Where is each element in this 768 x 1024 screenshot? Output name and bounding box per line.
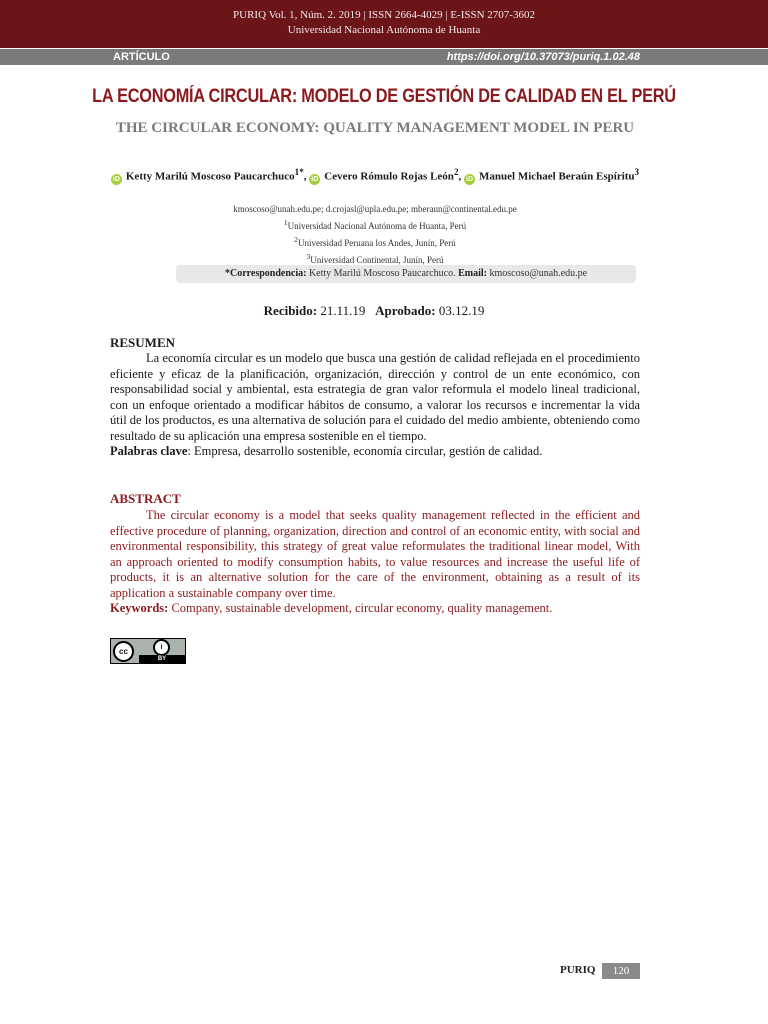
- by-label: BY: [139, 655, 185, 663]
- title-spanish: LA ECONOMÍA CIRCULAR: MODELO DE GESTIÓN DE CALIDAD EN EL PERÚ: [92, 86, 676, 107]
- received-label: Recibido:: [263, 303, 318, 318]
- orcid-icon[interactable]: iD: [311, 175, 319, 183]
- orcid-icon[interactable]: iD: [112, 175, 120, 183]
- abstract-body: [110, 508, 640, 617]
- correspondence-name: Ketty Marilú Moscoso Paucarchuco.: [308, 268, 456, 279]
- author-list: iD Ketty Marilú Moscoso Paucarchuco$^{1*}$, iD Cevero Rómulo Rojas León$^2$, iD Manuel Michael Beraún Espíritu$^3$: [112, 167, 640, 183]
- affiliation-2: $^2$Universidad Peruana los Andes, Junín, Perú: [294, 235, 456, 248]
- author-sup: 3: [634, 167, 640, 177]
- approved-date: 03.12.19: [438, 303, 485, 318]
- received-date: 21.11.19: [320, 303, 366, 318]
- abstract-keywords: Keywords: Company, sustainable development, circular economy, quality management.: [110, 601, 553, 615]
- title-english: THE CIRCULAR ECONOMY: QUALITY MANAGEMENT MODEL IN PERU: [115, 120, 635, 136]
- abstract-heading: ABSTRACT: [110, 491, 181, 506]
- resumen-heading: RESUMEN: [110, 335, 176, 350]
- resumen-text: La economía circular es un modelo que busca una gestión de calidad reflejada en el procedimiento eficiente y eficaz de la planificación, organización, dirección y control de un ente económico, con responsabilidad social y ambiental, esta estrategia de gran valor reformula el modelo lineal tradicional, con un enfoque orientado a modificar hábitos de consumo, a valorar los recursos e incrementar la vida útil de los productos, es una alternativa de solución para el cuidado del medio ambiente, obteniendo como resultado de su aplicación una empresa sostenible en el tiempo.: [110, 351, 640, 443]
- doi-link[interactable]: https://doi.org/10.37073/puriq.1.02.48: [446, 51, 640, 63]
- correspondence-box: [176, 265, 636, 283]
- resumen-body: [110, 351, 640, 460]
- affiliations: [110, 202, 640, 267]
- university-line: Universidad Nacional Autónoma de Huanta: [287, 24, 481, 36]
- approved-label: Aprobado:: [375, 303, 436, 318]
- page-number: 120: [602, 963, 640, 979]
- journal-issue-line: PURIQ Vol. 1, Núm. 2. 2019 | ISSN 2664-4029 | E-ISSN 2707-3602: [233, 9, 535, 21]
- email-label: Email:: [458, 268, 487, 279]
- journal-header: [0, 0, 768, 48]
- author-name: Ketty Marilú Moscoso Paucarchuco: [125, 170, 295, 183]
- person-icon: i: [153, 639, 170, 656]
- section-label: ARTÍCULO: [113, 51, 170, 63]
- affiliation-3: $^3$Universidad Continental, Junín, Perú: [306, 252, 444, 265]
- orcid-icon[interactable]: iD: [466, 175, 474, 183]
- correspondence-label: *Correspondencia:: [224, 268, 307, 279]
- cc-icon: cc: [113, 641, 134, 662]
- dates-line: [0, 303, 748, 319]
- author-name: Cevero Rómulo Rojas León: [324, 170, 454, 183]
- section-bar: [0, 49, 768, 65]
- resumen-keywords: Palabras clave: Empresa, desarrollo sostenible, economía circular, gestión de calidad.: [110, 444, 543, 458]
- author-name: Manuel Michael Beraún Espíritu: [479, 170, 635, 183]
- footer-journal: PURIQ: [560, 964, 596, 976]
- correspondence-email[interactable]: kmoscoso@unah.edu.pe: [489, 268, 588, 279]
- cc-license-badge[interactable]: [110, 638, 186, 664]
- author-emails: kmoscoso@unah.edu.pe; d.crojasl@upla.edu.pe; mberaun@continental.edu.pe: [233, 204, 517, 214]
- author-sup: 2: [453, 167, 459, 177]
- author-sup: 1*: [294, 167, 304, 177]
- abstract-text: The circular economy is a model that seeks quality management reflected in the efficient and effective procedure of planning, organization, direction and control of an economic entity, with social and environmental responsibility, this strategy of great value reformulates the traditional linear model, With an approach oriented to modify consumption habits, to value resources and increase the useful life of products, it is an alternative solution for the care of the environment, obtaining as a result of its application a sustainable company over time.: [110, 508, 640, 600]
- affiliation-1: $^1$Universidad Nacional Autónoma de Huanta, Perú: [283, 218, 467, 231]
